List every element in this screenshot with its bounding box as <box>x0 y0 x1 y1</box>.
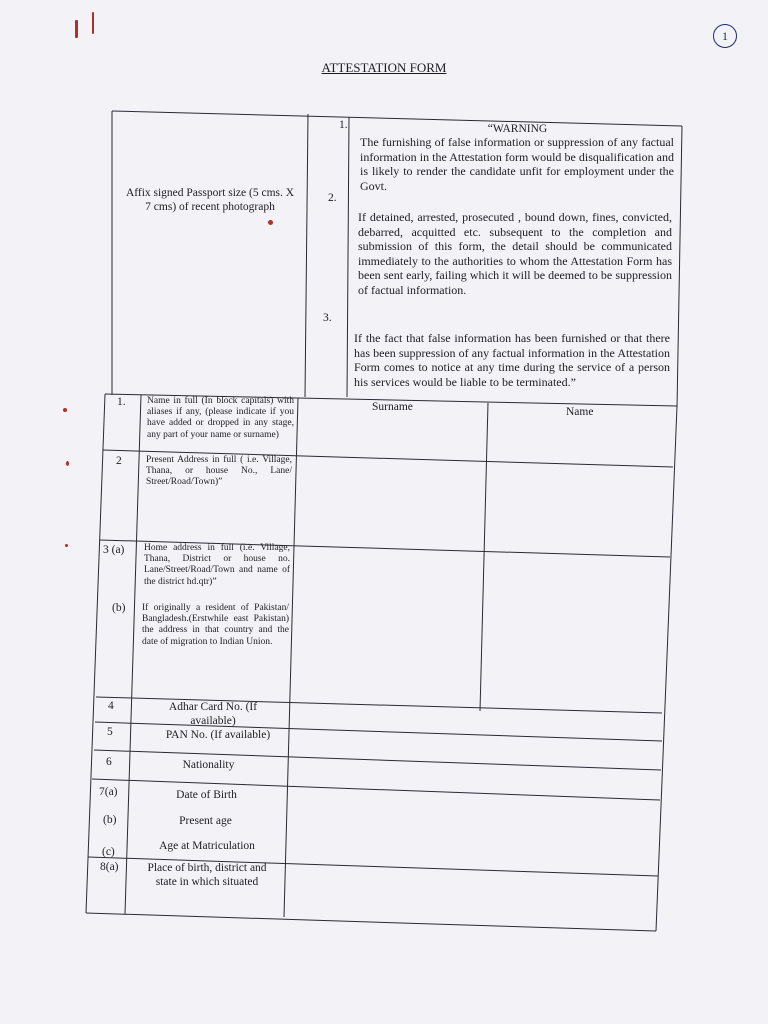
row-4-number: 4 <box>108 700 114 712</box>
warning-heading: “WARNING <box>487 123 548 135</box>
row-5-number: 5 <box>107 726 113 738</box>
row-7a-number: 7(a) <box>99 786 118 798</box>
row-7b-label: Present age <box>179 815 232 827</box>
row-7a-label: Date of Birth <box>176 789 237 801</box>
row-2-label: Present Address in full ( i.e. Village, Thana, or house No., Lane/ Street/Road/Town)” <box>146 455 292 488</box>
row-6-label: Nationality <box>182 759 235 771</box>
row-8a-number: 8(a) <box>100 861 119 873</box>
photo-placeholder-text: Affix signed Passport size (5 cms. X 7 cms) of recent photograph <box>125 187 295 213</box>
row-1-label: Name in full (In block capitals) with aliases if any, (please indicate if you have added or dropped in any stage, any part of your name or surname) <box>147 396 294 440</box>
row-7c-number: (c) <box>102 846 115 858</box>
row-5-label: PAN No. (If available) <box>165 729 271 741</box>
row-3a-number: 3 (a) <box>103 544 125 556</box>
ink-stain <box>75 20 78 38</box>
row-7b-number: (b) <box>103 814 117 826</box>
ink-stain <box>63 408 67 412</box>
warning-num-2: 2. <box>328 192 337 204</box>
row-8a-label: Place of birth, district and state in which situated <box>147 862 267 888</box>
page-number: 1 <box>713 24 737 48</box>
warning-para-1: The furnishing of false information or suppression of any factual information in the Attestation form would be disqualification and is likely to render the candidate unfit for employment under the Govt. <box>360 135 674 193</box>
row-3b-label: If originally a resident of Pakistan/ Bangladesh.(Erstwhile east Pakistan) the address in that country and the date of migration to Indian Union. <box>142 603 289 647</box>
row-4-label: Adhar Card No. (If available) <box>168 701 258 727</box>
row-1-number: 1. <box>117 396 126 408</box>
warning-para-3: If the fact that false information has been furnished or that there has been suppression of any factual information in the Attestation Form comes to notice at any time during the service of a person his services would be liable to be terminated.” <box>354 331 670 389</box>
row-7c-label: Age at Matriculation <box>159 840 255 852</box>
name-column-header: Name <box>566 406 594 418</box>
row-6-number: 6 <box>106 756 112 768</box>
warning-para-2: If detained, arrested, prosecuted , bound down, fines, convicted, debarred, acquitted etc. subsequent to the completion and submission of this form, the detail should be communicated immediately to the authorities to whom the Attestation Form has been sent early, failing which it will be deemed to be suppression of factual information. <box>358 210 672 297</box>
ink-stain <box>65 544 68 547</box>
surname-column-header: Surname <box>372 401 413 413</box>
form-title: ATTESTATION FORM <box>321 60 447 75</box>
ink-stain <box>268 220 273 225</box>
warning-num-1: 1. <box>339 119 348 131</box>
warning-num-3: 3. <box>323 312 332 324</box>
row-2-number: 2 <box>116 455 122 467</box>
ink-stain <box>66 461 69 466</box>
row-3a-label: Home address in full (i.e. Village, Thana, District or house no. Lane/Street/Road/Town and name of the district hd.qtr)” <box>144 543 290 587</box>
ink-stain <box>92 12 94 34</box>
row-3b-number: (b) <box>112 602 126 614</box>
